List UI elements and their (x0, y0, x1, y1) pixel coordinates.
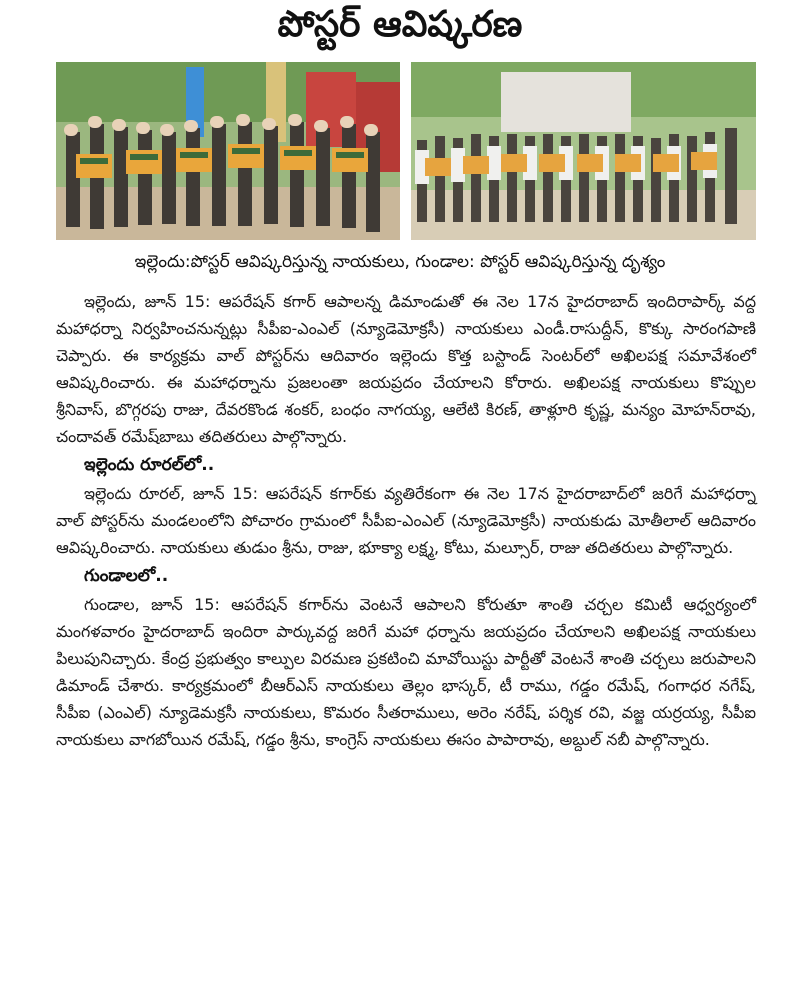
article-body (56, 288, 756, 753)
subheading-gundala: గుండాలలో.. (84, 566, 169, 586)
photo-gundala (411, 62, 756, 240)
headline: పోస్టర్ ఆవిష్కరణ (277, 4, 523, 45)
photo-illendu (56, 62, 400, 240)
article-paragraph-gundala: గుండాల, జూన్ 15: ఆపరేషన్ కగార్‌ను వెంటనే ఆపాలని కోరుతూ శాంతి చర్చల కమిటీ ఆధ్వర్యంలో మంగళవారం హైదరాబాద్ ఇందిరా పార్కువద్ద జరిగే మహా ధర్నాను జయప్రదం చేయాలని అఖిలపక్ష నాయకులు పిలుపునిచ్చారు. కేంద్ర ప్రభుత్వం కాల్పుల విరమణ ప్రకటించి మావోయిస్టు పార్టీతో వెంటనే శాంతి చర్చలు జరుపాలని డిమాండ్ చేశారు. కార్యక్రమంలో బీఆర్ఎస్ నాయకులు తెల్లం భాస్కర్, టీ రాము, గడ్డం రమేష్, గంగాధర నగేష్, సీపీఐ (ఎంఎల్) న్యూడెమక్రసీ నాయకులు, కొమరం సీతరాములు, అరెం నరేష్, పర్శిక రవి, వజ్జ యర్రయ్య, సీపీఐ నాయకులు వాగబోయిన రమేష్, గడ్డం శ్రీను, కాంగ్రెస్ నాయకులు ఈసం పాపారావు, అబ్దుల్ నబీ పాల్గొన్నారు. (56, 595, 756, 749)
subheading-illendu-rural: ఇల్లెందు రూరల్‌లో.. (84, 455, 215, 475)
article-paragraph-illendu: ఇల్లెందు, జూన్ 15: ఆపరేషన్ కగార్ ఆపాలన్న డిమాండుతో ఈ నెల 17న హైదరాబాద్ ఇందిరాపార్క్ వద్ద మహాధర్నా నిర్వహించనున్నట్లు సీపీఐ-ఎంఎల్ (న్యూడెమోక్రసీ) నాయకులు ఎండీ.రాసుద్దీన్, కొక్కు సారంగపాణి చెప్పారు. ఈ కార్యక్రమ వాల్ పోస్టర్‌ను ఆదివారం ఇల్లెందు కొత్త బస్టాండ్ సెంటర్‌లో అఖిలపక్ష సమావేశంలో ఆవిష్కరించారు. ఈ మహాధర్నాను ప్రజలంతా జయప్రదం చేయాలని కోరారు. అఖిలపక్ష నాయకులు కొప్పుల శ్రీనివాస్, బొగ్గరపు రాజు, దేవరకొండ శంకర్, బంధం నాగయ్య, ఆలేటి కిరణ్, తాళ్లూరి కృష్ణ, మన్యం మోహన్‌రావు, చందావత్ రమేష్‌బాబు తదితరులు పాల్గొన్నారు. (56, 292, 756, 446)
article-paragraph-illendu-rural: ఇల్లెందు రూరల్, జూన్ 15: ఆపరేషన్ కగార్‌కు వ్యతిరేకంగా ఈ నెల 17న హైదరాబాద్‌లో జరిగే మహాధర్నా వాల్ పోస్టర్‌ను మండలంలోని పోచారం గ్రామంలో సీపీఐ-ఎంఎల్ (న్యూడెమోక్రసీ) నాయకుడు మోతీలాల్ ఆదివారం ఆవిష్కరించారు. నాయకులు తుడుం శ్రీను, రాజు, భూక్యా లక్ష్మ, కోటు, మల్సూర్, రాజు తదితరులు పాల్గొన్నారు. (56, 484, 756, 557)
photo-caption: ఇల్లెందు:పోస్టర్ ఆవిష్కరిస్తున్న నాయకులు, గుండాల: పోస్టర్ ఆవిష్కరిస్తున్న దృశ్యం (134, 252, 666, 272)
